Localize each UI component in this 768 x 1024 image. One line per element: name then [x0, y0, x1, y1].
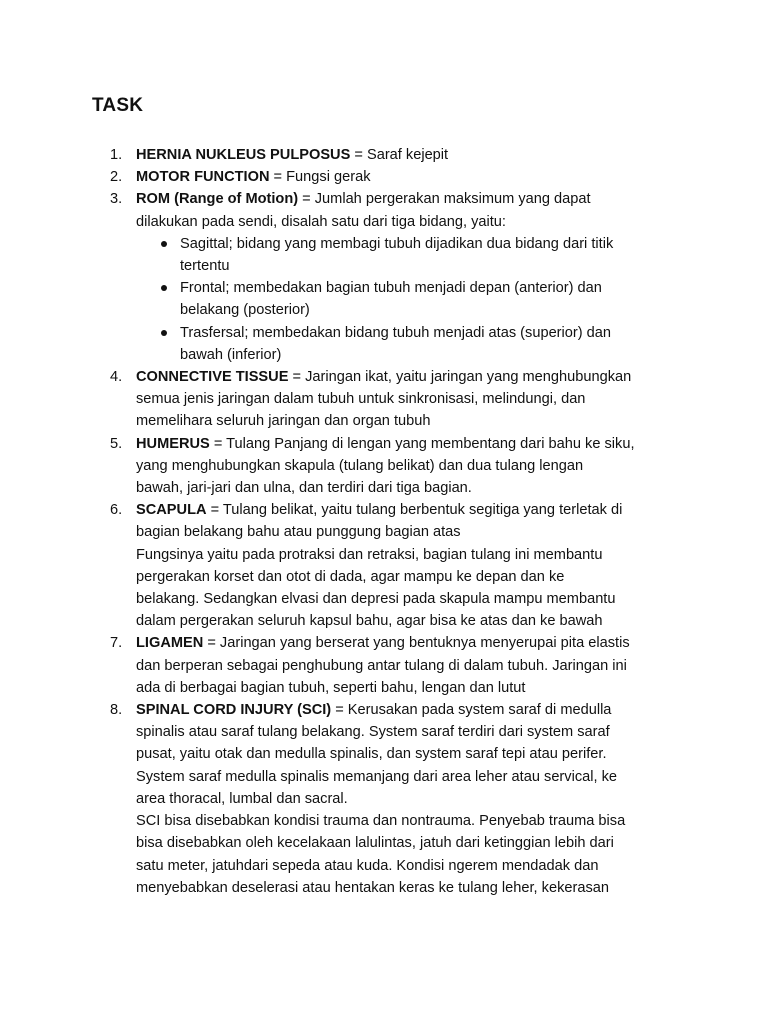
list-item — [110, 166, 690, 188]
item-text-line: bagian belakang bahu atau punggung bagian atas — [136, 524, 461, 541]
bullet-item — [136, 322, 690, 366]
item-text-line: belakang. Sedangkan elvasi dan depresi pada skapula mampu membantu — [136, 591, 616, 608]
list-item — [110, 144, 690, 166]
item-text-line: yang menghubungkan skapula (tulang belikat) dan dua tulang lengan — [136, 457, 584, 474]
item-term: CONNECTIVE TISSUE — [136, 369, 289, 386]
item-text-line: area thoracal, lumbal dan sacral. — [136, 790, 348, 807]
item-term: HERNIA NUKLEUS PULPOSUS — [136, 147, 351, 163]
item-definition: = Jumlah pergerakan maksimum yang dapat — [298, 191, 591, 208]
item-first-line — [136, 366, 690, 388]
item-text-line: memelihara seluruh jaringan dan organ tubuh — [136, 413, 431, 430]
item-number: 5. — [110, 435, 123, 452]
bullet-dot-icon — [161, 285, 167, 291]
item-text-line: dilakukan pada sendi, disalah satu dari tiga bidang, yaitu: — [136, 213, 506, 230]
bullet-text-line: Trasfersal; membedakan bidang tubuh menjadi atas (superior) dan — [180, 324, 612, 341]
item-first-line — [136, 166, 690, 188]
item-definition: = Fungsi gerak — [269, 169, 371, 186]
item-number: 1. — [110, 147, 123, 163]
item-first-line — [136, 632, 690, 654]
item-definition: = Tulang Panjang di lengan yang membentang dari bahu ke siku, — [209, 435, 635, 452]
item-text-line: satu meter, jatuhdari sepeda atau kuda. Kondisi ngerem mendadak dan — [136, 857, 599, 874]
bullet-text-line: belakang (posterior) — [180, 302, 310, 319]
page-title: TASK — [92, 95, 144, 116]
task-list — [110, 144, 690, 899]
item-text-line: pergerakan korset dan otot di dada, agar mampu ke depan dan ke — [136, 568, 565, 585]
item-number: 3. — [110, 191, 123, 208]
item-first-line — [136, 433, 690, 455]
list-item — [110, 699, 690, 899]
list-item — [110, 433, 690, 500]
item-definition: = Jaringan yang berserat yang bentuknya menyerupai pita elastis — [203, 635, 630, 652]
item-definition: = Tulang belikat, yaitu tulang berbentuk segitiga yang terletak di — [206, 502, 623, 519]
item-term: MOTOR FUNCTION — [136, 169, 270, 186]
item-term: HUMERUS — [136, 435, 210, 452]
bullet-text-line: tertentu — [180, 258, 230, 275]
item-term: SPINAL CORD INJURY (SCI) — [136, 702, 332, 719]
bullet-text-line: bawah (inferior) — [180, 346, 282, 363]
list-item — [110, 632, 690, 699]
item-definition: = Saraf kejepit — [350, 147, 449, 163]
item-definition: = Kerusakan pada system saraf di medulla — [331, 702, 612, 719]
item-term: SCAPULA — [136, 502, 207, 519]
item-number: 6. — [110, 502, 123, 519]
item-text-line: dalam pergerakan seluruh kapsul bahu, agar bisa ke atas dan ke bawah — [136, 613, 603, 630]
bullet-text-line: Sagittal; bidang yang membagi tubuh dijadikan dua bidang dari titik — [180, 235, 614, 252]
item-text-line: pusat, yaitu otak dan medulla spinalis, dan system saraf tepi atau perifer. — [136, 746, 607, 763]
item-text-line: Fungsinya yaitu pada protraksi dan retraksi, bagian tulang ini membantu — [136, 546, 603, 563]
bullet-list — [136, 233, 690, 366]
item-text-line: spinalis atau saraf tulang belakang. System saraf terdiri dari system saraf — [136, 724, 610, 741]
bullet-item — [136, 277, 690, 321]
item-text-line: bawah, jari-jari dan ulna, dan terdiri dari tiga bagian. — [136, 480, 472, 497]
item-text-line: dan berperan sebagai penghubung antar tulang di dalam tubuh. Jaringan ini — [136, 657, 627, 674]
item-text-line: System saraf medulla spinalis memanjang dari area leher atau servical, ke — [136, 768, 618, 785]
item-term: LIGAMEN — [136, 635, 204, 652]
bullet-dot-icon — [161, 241, 167, 247]
list-item — [110, 188, 690, 366]
list-item — [110, 366, 690, 433]
item-term: ROM (Range of Motion) — [136, 191, 299, 208]
item-number: 2. — [110, 169, 123, 186]
item-first-line — [136, 499, 690, 521]
bullet-dot-icon — [161, 330, 167, 336]
item-text-line: semua jenis jaringan dalam tubuh untuk sinkronisasi, melindungi, dan — [136, 391, 586, 408]
list-item — [110, 499, 690, 632]
item-text-line: ada di berbagai bagian tubuh, seperti bahu, lengan dan lutut — [136, 679, 526, 696]
item-text-line: menyebabkan deselerasi atau hentakan keras ke tulang leher, kekerasan — [136, 879, 609, 896]
item-number: 4. — [110, 369, 123, 386]
item-number: 8. — [110, 702, 123, 719]
bullet-text-line: Frontal; membedakan bagian tubuh menjadi depan (anterior) dan — [180, 280, 602, 297]
item-text-line: SCI bisa disebabkan kondisi trauma dan nontrauma. Penyebab trauma bisa — [136, 813, 626, 830]
item-number: 7. — [110, 635, 123, 652]
item-text-line: bisa disebabkan oleh kecelakaan lalulintas, jatuh dari ketinggian lebih dari — [136, 835, 614, 852]
item-definition: = Jaringan ikat, yaitu jaringan yang menghubungkan — [288, 369, 632, 386]
bullet-item — [136, 233, 690, 277]
item-first-line — [136, 699, 690, 721]
item-first-line — [136, 188, 690, 210]
item-first-line — [136, 144, 690, 166]
